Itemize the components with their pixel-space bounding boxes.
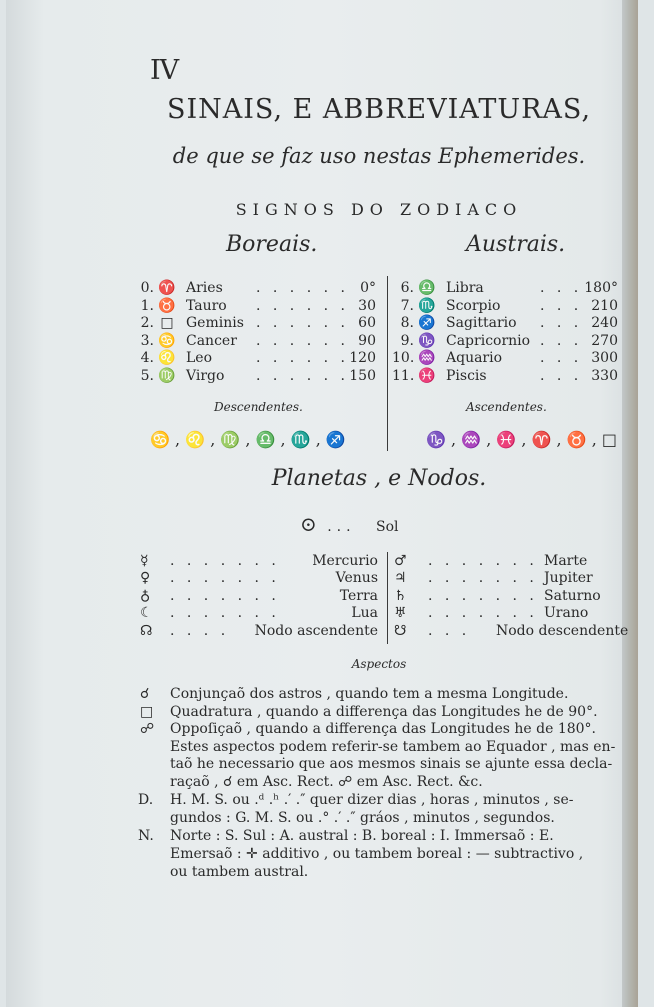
leader-dots: . . . . . . .: [170, 587, 280, 604]
sign-degrees: 30: [358, 297, 376, 314]
leader-dots: . . . . . . .: [170, 605, 280, 622]
sun-row: [300, 512, 399, 536]
planet-name: Nodo descendente: [496, 622, 629, 639]
planet-name: Saturno: [544, 587, 601, 604]
austrais-heading: Austrais.: [466, 232, 566, 257]
leader-dots: . . . . . .: [256, 350, 349, 367]
leader-dots: . . . . . .: [256, 315, 349, 332]
zodiac-row: [132, 349, 380, 367]
sign-icon: ♒: [418, 350, 436, 367]
sign-name: Scorpio: [446, 297, 501, 314]
planet-row: [394, 605, 622, 622]
sign-degrees: 300: [591, 350, 618, 367]
leader-dots: . . .: [540, 280, 583, 296]
zodiac-row: [132, 279, 380, 297]
sign-icon: ♑: [418, 332, 436, 349]
sign-degrees: 90: [358, 332, 376, 349]
sign-name: Cancer: [186, 332, 237, 349]
zodiac-row: [132, 297, 380, 315]
sign-degrees: 150: [349, 368, 376, 384]
sign-number: 6.: [400, 280, 414, 296]
aspect-text: Conjunçaõ dos astros , quando tem a mesma Longitude.: [170, 686, 569, 702]
sign-name: Capricornio: [446, 332, 531, 349]
leader-dots: . . . . . . .: [170, 570, 280, 587]
sign-degrees: 60: [358, 315, 376, 332]
sign-number: 1.: [140, 297, 154, 314]
leader-dots: . . .: [540, 350, 583, 367]
sign-icon: □: [160, 315, 174, 332]
sign-icon: ♓: [418, 368, 436, 384]
sign-icon: ♍: [158, 368, 176, 384]
leader-dots: . . . .: [170, 622, 230, 639]
sign-number: 5.: [140, 368, 154, 384]
abbreviation-text: Norte : S. Sul : A. austral : B. boreal : I. Immersaõ : E.: [170, 828, 554, 844]
sign-name: Sagittario: [446, 315, 517, 332]
aspect-icon: □: [140, 703, 154, 720]
sign-number: 2.: [140, 315, 154, 332]
planets-heading: Planetas , e Nodos.: [271, 466, 487, 491]
page-edge: [622, 0, 638, 1007]
sign-degrees: 210: [591, 297, 618, 314]
sign-icon: ♈: [158, 280, 176, 296]
leader-dots: . . .: [540, 368, 583, 384]
planet-name: Mercurio: [312, 553, 378, 569]
abbreviation-text: gundos : G. M. S. ou .° .′ .″ gráos , minutos , segundos.: [170, 810, 555, 826]
planet-icon: ☿: [140, 553, 149, 569]
sign-number: 9.: [400, 332, 414, 349]
planet-icon: ♅: [394, 605, 407, 622]
zodiac-row: [386, 314, 626, 332]
planet-icon: ☾: [140, 605, 153, 622]
leader-dots: . . . . . .: [256, 332, 349, 349]
planet-icon: ☊: [140, 622, 153, 639]
leader-dots: . . .: [540, 332, 583, 349]
abbreviation-text: ou tambem austral.: [170, 864, 309, 880]
sign-name: Aries: [186, 280, 223, 296]
sign-icon: ♐: [418, 315, 436, 332]
planet-name: Nodo ascendente: [254, 622, 378, 639]
aspect-text: taõ he necessario que aos mesmos sinais se ajunte essa decla-: [170, 756, 613, 773]
sign-degrees: 330: [591, 368, 618, 384]
planet-name: Terra: [339, 587, 378, 604]
planet-icon: ♄: [394, 587, 407, 604]
boreais-heading: Boreais.: [226, 232, 318, 257]
sign-degrees: 240: [591, 315, 618, 332]
leader-dots: . . . . . . .: [428, 605, 538, 622]
sign-degrees: 120: [349, 350, 376, 367]
sign-name: Libra: [446, 280, 484, 296]
sign-number: 7.: [400, 297, 414, 314]
abbreviation-text: H. M. S. ou .ᵈ .ʰ .′ .″ quer dizer dias , horas , minutos , se-: [170, 792, 574, 808]
planet-row: [140, 605, 380, 622]
leader-dots: . . . . . . .: [428, 553, 538, 569]
zodiac-heading: SIGNOS DO ZODIACO: [235, 200, 523, 219]
zodiac-row: [386, 297, 626, 315]
leader-dots: . . . . . .: [256, 280, 349, 296]
planet-icon: ♁: [140, 587, 151, 604]
aspects-heading: Aspectos: [351, 657, 407, 671]
planet-name: Urano: [544, 605, 589, 622]
leader-dots: . . .: [428, 622, 471, 639]
planet-name: Lua: [351, 605, 378, 622]
planet-row: [140, 553, 380, 570]
planet-icon: ♂: [394, 553, 407, 569]
sign-degrees: 270: [591, 332, 618, 349]
aspect-text: Oppoſiçaõ , quando a differença das Longitudes he de 180°.: [170, 721, 597, 738]
leader-dots: . . .: [540, 297, 583, 314]
sign-number: 3.: [140, 332, 154, 349]
sign-degrees: 180°: [584, 280, 618, 296]
abbreviation-key: N.: [138, 828, 154, 844]
planet-row: [394, 622, 629, 640]
sign-name: Geminis: [186, 315, 244, 332]
sign-name: Tauro: [186, 297, 227, 314]
sun-icon: ⊙: [300, 512, 317, 536]
planet-row: [394, 588, 622, 605]
sign-icon: ♏: [418, 297, 436, 314]
planet-icon: ♀: [140, 570, 151, 587]
ascendentes-sequence: ♑ , ♒ , ♓ , ♈ , ♉ , □: [426, 430, 618, 449]
page-title: SINAIS, E ABBREVIATURAS,: [166, 94, 592, 125]
sign-icon: ♋: [158, 332, 176, 349]
planet-row: [394, 570, 622, 587]
descendentes-label: Descendentes.: [214, 400, 303, 414]
sign-icon: ♌: [158, 350, 176, 367]
planet-row: [140, 570, 380, 587]
page-subtitle: de que se faz uso nestas Ephemerides.: [172, 144, 586, 168]
sign-number: 4.: [140, 350, 154, 367]
page-number: IV: [150, 55, 179, 86]
abbreviation-key: D.: [138, 792, 154, 808]
sign-number: 11.: [392, 368, 415, 384]
leader-dots: . . . . . . .: [428, 570, 538, 587]
planet-name: Marte: [544, 553, 588, 569]
leader-dots: . . . . . .: [256, 297, 349, 314]
planet-row: [394, 553, 622, 570]
zodiac-row: [386, 332, 626, 350]
zodiac-row: [132, 332, 380, 350]
leader-dots: . . . . . . .: [428, 587, 538, 604]
planet-row: [140, 623, 380, 640]
sign-icon: ♎: [418, 280, 436, 296]
ascendentes-label: Ascendentes.: [466, 400, 547, 414]
zodiac-row: [132, 314, 380, 332]
planet-icon: ☋: [394, 622, 407, 639]
sign-name: Leo: [186, 350, 213, 367]
descendentes-sequence: ♋ , ♌ , ♍ , ♎ , ♏ , ♐: [150, 430, 346, 449]
aspect-icon: ☌: [140, 686, 150, 702]
aspect-icon: ☍: [140, 721, 155, 738]
leader-dots: . . . . . .: [256, 368, 349, 384]
sign-icon: ♉: [158, 297, 176, 314]
sign-degrees: 0°: [360, 280, 376, 296]
planet-row: [140, 588, 380, 605]
aspect-text: raçaõ , ☌ em Asc. Rect. ☍ em Asc. Rect. &c.: [170, 774, 483, 790]
abbreviation-text: Emersaõ : ✛ additivo , ou tambem boreal : — subtractivo ,: [170, 846, 584, 862]
sign-number: 10.: [392, 350, 415, 367]
sign-name: Piscis: [446, 368, 487, 384]
sign-name: Virgo: [186, 368, 225, 384]
leader-dots: . . .: [540, 315, 583, 332]
planet-name: Jupiter: [544, 570, 593, 587]
sign-number: 0.: [140, 280, 154, 296]
aspect-text: Estes aspectos podem referir-se tambem ao Equador , mas en-: [170, 738, 616, 755]
leader-dots: . . . . . . .: [170, 553, 280, 569]
aspect-text: Quadratura , quando a differença das Longitudes he de 90°.: [170, 703, 598, 720]
sun-dots: ...: [327, 519, 356, 535]
planets-divider: [387, 552, 388, 644]
sign-name: Aquario: [446, 350, 503, 367]
zodiac-row: [132, 367, 380, 385]
zodiac-row: [386, 349, 626, 367]
zodiac-row: [386, 279, 626, 297]
planet-name: Venus: [335, 570, 378, 587]
planet-icon: ♃: [394, 570, 407, 587]
zodiac-row: [386, 367, 626, 385]
sun-label: Sol: [376, 519, 399, 535]
sign-number: 8.: [400, 315, 414, 332]
